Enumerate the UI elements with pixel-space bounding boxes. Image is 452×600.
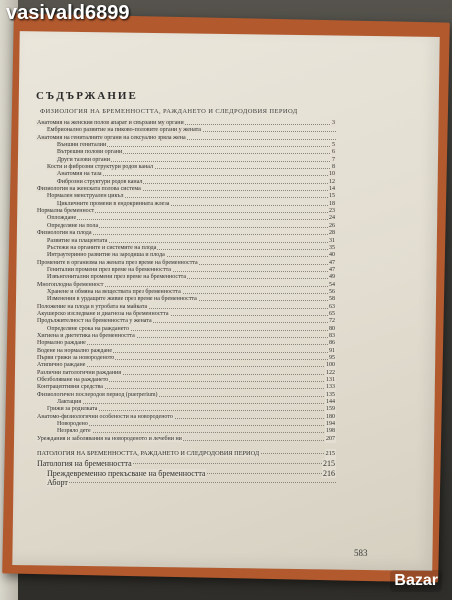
- toc-entry-title: Хигиена и диететика на бременността: [37, 332, 135, 339]
- toc-entry-page: 144: [326, 399, 335, 406]
- toc-entry-title: Анатомо-физиологични особености на новороденото: [37, 413, 173, 420]
- contents-heading: СЪДЪРЖАНИЕ: [36, 90, 138, 102]
- toc-entry-title: Патология на бременността: [37, 459, 132, 469]
- toc-entry-page: 63: [329, 303, 335, 310]
- toc-entry-page: 10: [329, 171, 335, 178]
- toc-entry: [36, 282, 336, 289]
- toc-entry-title: Лактация: [57, 399, 82, 406]
- toc-entry-page: 91: [329, 347, 335, 354]
- toc-entry: [36, 478, 336, 488]
- toc-entry-page: 7: [332, 156, 335, 163]
- toc-entry-title: Уреждания и заболявания на новороденото и лечебни ни: [37, 435, 182, 442]
- toc-entry: [36, 428, 336, 435]
- toc-entry: [36, 348, 336, 355]
- toc-entry-title: Определяне срока на раждането: [47, 325, 129, 332]
- toc-entry-page: 100: [326, 362, 335, 369]
- toc-entry-title: Контрацептивни средства: [37, 384, 103, 391]
- toc-entry-title: Новородено: [57, 421, 88, 428]
- toc-entry-page: 56: [329, 288, 335, 295]
- toc-entry-page: 194: [326, 421, 335, 428]
- toc-entry-page: 216: [323, 468, 335, 478]
- toc-entry-title: Положение на плода в утробата на майката: [37, 303, 148, 310]
- toc-entry-title: Хранене и обмяна на веществата през бременността: [47, 288, 181, 295]
- dot-leader: [46, 482, 336, 483]
- page-number: 583: [354, 548, 368, 558]
- toc-entry-title: Интраутеринно развитие на зародиша и плода: [47, 252, 165, 259]
- toc-entry: [36, 406, 336, 413]
- toc-entry-page: 58: [329, 296, 335, 303]
- toc-entry-title: Вътрешни полови органи: [57, 149, 123, 156]
- toc-entry: [36, 469, 336, 479]
- toc-entry-page: 207: [326, 435, 335, 442]
- toc-entry-page: 26: [329, 222, 335, 229]
- section-title: ФИЗИОЛОГИЯ НА БРЕМЕННОСТТА, РАЖДАНЕТО И СЛЕДРОДОВИЯ ПЕРИОД: [40, 108, 298, 115]
- toc-entry-page: 159: [326, 406, 335, 413]
- toc-entry-page: 72: [329, 318, 335, 325]
- toc-entry: [36, 370, 336, 377]
- toc-entry: [36, 274, 336, 281]
- toc-entry: [36, 362, 336, 369]
- toc-entry-page: 83: [329, 332, 335, 339]
- table-of-contents: [36, 120, 336, 488]
- toc-entry-page: 131: [326, 377, 335, 384]
- toc-entry-title: Незряло дете: [57, 428, 91, 435]
- dot-leader: [46, 219, 336, 220]
- toc-entry-title: Грижи за родилката: [47, 406, 98, 413]
- toc-entry-title: Нормална бременност: [37, 208, 95, 215]
- toc-entry-title: Кости и фиброзни структури родов канал: [47, 164, 153, 171]
- toc-entry: [36, 149, 336, 156]
- toc-entry-page: 47: [329, 259, 335, 266]
- toc-entry-title: Гениталии промени през време на бременността: [47, 266, 171, 273]
- toc-entry: [36, 326, 336, 333]
- toc-entry-title: Физиология на плода: [37, 230, 92, 237]
- toc-entry-title: Физиологичен послеродов период (puerperium): [37, 391, 158, 398]
- toc-entry-title: ПАТОЛОГИЯ НА БРЕМЕННОСТТА, РАЖДАНЕТО И СЛЕДРОДОВИЯ ПЕРИОД: [37, 450, 260, 458]
- toc-entry-page: 35: [329, 244, 335, 251]
- toc-entry-page: 80: [329, 325, 335, 332]
- toc-entry-title: Нормален менструален цикъл: [47, 193, 124, 200]
- toc-entry-title: Аборт: [47, 478, 68, 488]
- toc-entry-title: Продължителност на бременността у жената: [37, 318, 152, 325]
- toc-entry-page: 133: [326, 384, 335, 391]
- toc-entry: [36, 230, 336, 237]
- toc-entry: [36, 392, 336, 399]
- toc-entry-page: 47: [329, 266, 335, 273]
- toc-entry-page: 8: [332, 164, 335, 171]
- toc-entry: [36, 296, 336, 303]
- toc-entry-title: Нормално раждане: [37, 340, 86, 347]
- dot-leader: [56, 432, 336, 433]
- toc-entry: [36, 171, 336, 178]
- toc-entry-page: 12: [329, 178, 335, 185]
- toc-entry-title: Развитие на плацентата: [47, 237, 108, 244]
- toc-entry-title: Преждевременно прекъсване на бременността: [47, 468, 206, 478]
- toc-entry: [36, 208, 336, 215]
- toc-entry-page: 5: [332, 142, 335, 149]
- toc-entry-title: Различни патологични раждания: [37, 369, 122, 376]
- toc-entry: [36, 127, 336, 134]
- toc-entry-title: Фиброзни структури родов канал: [57, 178, 143, 185]
- toc-entry-title: Извънгенитални промени през време на бременността: [47, 274, 187, 281]
- toc-entry: [36, 135, 336, 142]
- toc-entry-page: 31: [329, 237, 335, 244]
- toc-entry-title: Атипично раждане: [37, 362, 86, 369]
- toc-entry-page: 6: [332, 149, 335, 156]
- toc-entry-title: Външни гениталии: [57, 142, 107, 149]
- toc-entry-title: Ръстежи на органите и системите на плода: [47, 244, 157, 251]
- toc-entry-title: Първи грижи за новороденото: [37, 355, 115, 361]
- toc-entry-page: 198: [326, 428, 335, 435]
- toc-entry-title: Анатомия на женския полов апарат и свързани му органи: [37, 120, 184, 126]
- toc-entry: [36, 193, 336, 200]
- toc-entry-page: 95: [329, 355, 335, 361]
- toc-entry-title: Обезболяване на раждането: [37, 377, 109, 384]
- toc-entry-page: 15: [329, 193, 335, 200]
- dot-leader: [56, 425, 336, 426]
- toc-entry: [36, 340, 336, 347]
- toc-entry-page: 135: [326, 391, 335, 398]
- toc-entry: [36, 436, 336, 443]
- toc-entry-title: Водене на нормално раждане: [37, 347, 112, 354]
- toc-entry-page: 180: [326, 413, 335, 420]
- toc-entry-page: 18: [329, 200, 335, 207]
- toc-entry-page: 54: [329, 281, 335, 288]
- toc-entry-page: 3: [332, 120, 335, 126]
- toc-entry: [36, 414, 336, 421]
- toc-entry-title: Други тазови органи: [57, 156, 110, 163]
- toc-entry: [36, 179, 336, 186]
- dot-leader: [56, 403, 336, 404]
- toc-entry-page: 122: [326, 369, 335, 376]
- toc-entry-title: Анатомия на таза: [57, 171, 102, 178]
- toc-entry-page: 40: [329, 252, 335, 259]
- toc-entry: [36, 384, 336, 391]
- toc-entry-page: 28: [329, 230, 335, 237]
- toc-entry: [36, 260, 336, 267]
- toc-entry-title: Изменения в урдащите живие през време на бременността: [47, 296, 197, 303]
- toc-entry-page: 86: [329, 340, 335, 347]
- toc-entry: [36, 459, 336, 469]
- toc-entry-title: Ембрионално развитие на пиково-половите органи у жената: [47, 127, 201, 134]
- toc-entry-page: 49: [329, 274, 335, 281]
- toc-entry-title: Определяне на пола: [47, 222, 99, 229]
- toc-entry-page: 14: [329, 186, 335, 193]
- toc-entry-title: Цикличните промени в ендокринната жлеза: [57, 200, 170, 207]
- toc-entry: [36, 449, 336, 459]
- toc-entry-title: Оплождане: [47, 215, 77, 222]
- toc-entry: [36, 238, 336, 245]
- toc-entry-title: Анатомия на гениталните органи на сексуално зряла жена: [37, 134, 186, 141]
- toc-entry-page: 215: [325, 450, 335, 458]
- toc-entry: [36, 304, 336, 311]
- toc-entry-title: Промените в организма на жената през време на бременността: [37, 259, 198, 266]
- toc-entry-title: Физиология на женската полова система: [37, 186, 141, 193]
- toc-entry-page: 215: [323, 459, 335, 469]
- seller-watermark: vasivald6899: [6, 2, 130, 24]
- toc-entry-page: 24: [329, 215, 335, 222]
- toc-entry: [36, 157, 336, 164]
- toc-entry: [36, 215, 336, 222]
- toc-entry-page: 23: [329, 208, 335, 215]
- toc-entry-title: Акушерско изследване и диагноза на бременността: [37, 310, 169, 317]
- bazar-logo: Bazar: [390, 570, 442, 592]
- toc-entry-page: 65: [329, 310, 335, 317]
- toc-entry-title: Многоплодна бременност: [37, 281, 104, 288]
- toc-entry: [36, 252, 336, 259]
- toc-entry: [36, 318, 336, 325]
